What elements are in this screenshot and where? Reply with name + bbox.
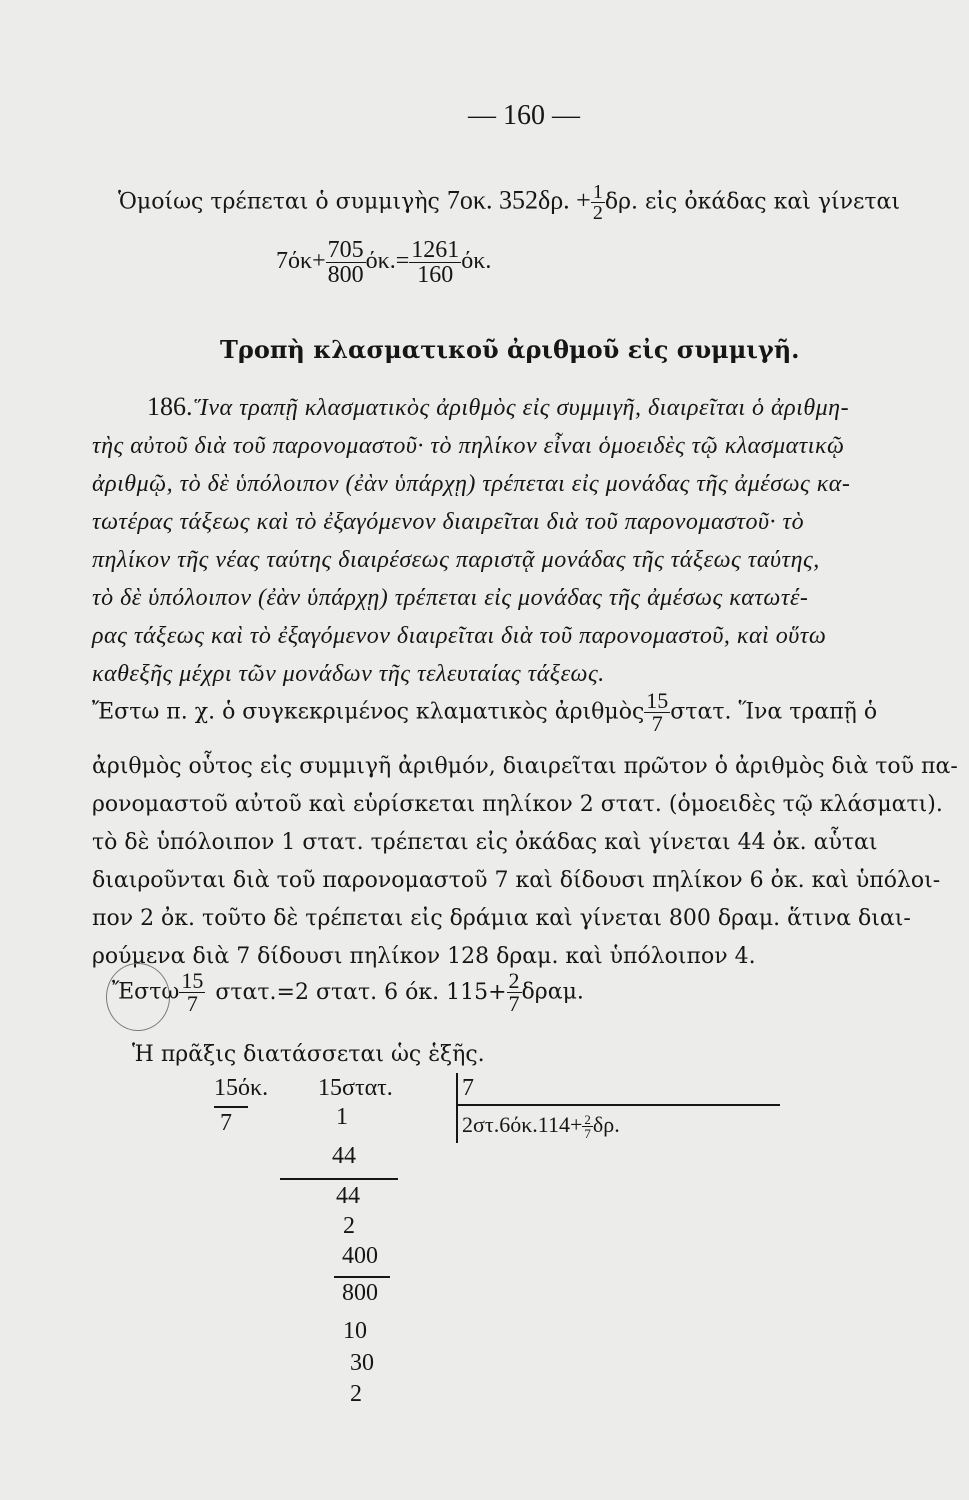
eq1-right: όκ.: [461, 248, 492, 275]
example-line-3: ρονομαστοῦ αὐτοῦ καὶ εὑρίσκεται πηλίκον 2 στατ. (ὁμοειδὲς τῷ κλάσματι).: [92, 792, 943, 817]
para1-lead: Ὁμοίως τρέπεται ὁ συμμιγὴς: [118, 189, 440, 215]
eq1-fraction-2: [409, 238, 461, 287]
section-line-8: καθεξῆς μέχρι τῶν μονάδων τῆς τελευταίας τάξεως.: [92, 661, 605, 687]
example-line-7: ρούμενα διὰ 7 δίδουσι πηλίκον 128 δραμ. καὶ ὑπόλοιπον 4.: [92, 944, 756, 969]
section-number-label: 186.: [147, 392, 193, 421]
example-fraction: [644, 690, 670, 735]
eq2-f-denominator: 7: [179, 992, 205, 1015]
eq1-f2-denominator: 160: [409, 262, 461, 287]
div-quotient-fraction: [582, 1113, 593, 1140]
eq1-f1-numerator: 705: [327, 237, 364, 263]
div-q-denominator: 7: [584, 1126, 591, 1142]
div-col2-item: 2: [343, 1213, 355, 1239]
section-line-7: ρας τάξεως καὶ τὸ ἐξαγόμενον διαιρεῖται διὰ τοῦ παρονομαστοῦ, καὶ οὕτω: [92, 623, 827, 649]
example-frac-numerator: 15: [646, 688, 669, 713]
example-lead: Ἔστω π. χ. ὁ συγκεκριμένος κλαματικὸς ἀριθμὸς: [92, 699, 645, 725]
div-divisor: 7: [462, 1075, 474, 1101]
eq2-g-denominator: 7: [508, 991, 520, 1016]
div-col2-item: 44: [336, 1183, 360, 1209]
example-tail: στατ. Ἵνα τραπῇ ὁ: [670, 699, 878, 725]
div-col1-rule: [214, 1106, 248, 1108]
page-number: — 160 —: [468, 100, 580, 131]
para1-value: 7οκ. 352δρ. +: [446, 185, 591, 215]
example-line-4: τὸ δὲ ὑπόλοιπον 1 στατ. τρέπεται εἰς ὀκάδας καὶ γίνεται 44 ὀκ. αὗται: [92, 830, 878, 855]
div-col2-item: 800: [342, 1280, 378, 1306]
para1-tail: δρ. εἰς ὀκάδας καὶ γίνεται: [604, 189, 901, 215]
section-line-4: τωτέρας τάξεως καὶ τὸ ἐξαγόμενον διαιρεῖται διὰ τοῦ παρονομαστοῦ· τὸ: [92, 509, 805, 535]
section-heading: Τροπὴ κλασματικοῦ ἀριθμοῦ εἰς συμμιγῆ.: [220, 335, 800, 364]
section-line-1: Ἵνα τραπῇ κλασματικὸς ἀριθμὸς εἰς συμμιγῆ, διαιρεῖται ὁ ἀριθμη-: [194, 395, 850, 421]
eq1-f2-numerator: 1261: [411, 237, 460, 263]
example-line-5: διαιροῦνται διὰ τοῦ παρονομαστοῦ 7 καὶ δίδουσι πηλίκον 6 ὀκ. καὶ ὑπόλοι-: [92, 868, 941, 893]
section-line-5: πηλίκον τῆς νέας ταύτης διαιρέσεως παριστᾷ μονάδας τῆς τάξεως ταύτης,: [92, 547, 820, 573]
div-col2-item: 2: [350, 1381, 362, 1407]
eq1-left: 7όκ+: [276, 248, 326, 275]
div-col2-item: 15στατ.: [318, 1075, 393, 1101]
para1-line: [118, 182, 900, 223]
eq1-mid: όκ.=: [365, 248, 410, 275]
para1-frac-numerator: 1: [592, 181, 603, 203]
eq1-fraction-1: [326, 238, 366, 287]
div-bracket-horizontal: [456, 1104, 780, 1106]
example-line-1: [92, 690, 877, 735]
eq2-lead: Ἔστω: [112, 979, 180, 1005]
example-line-2: ἀριθμὸς οὗτος εἰς συμμιγῆ ἀριθμόν, διαιρεῖται πρῶτον ὁ ἀριθμὸς διὰ τοῦ πα-: [92, 754, 958, 779]
equation-2: [112, 970, 584, 1015]
para1-fraction: [591, 182, 605, 223]
praxis-line: Ἡ πρᾶξις διατάσσεται ὡς ἑξῆς.: [132, 1042, 485, 1067]
section-line-2: τὴς αὐτοῦ διὰ τοῦ παρονομαστοῦ· τὸ πηλίκον εἶναι ὁμοειδὲς τῷ κλασματικῷ: [92, 433, 845, 459]
example-line-6: πον 2 ὀκ. τοῦτο δὲ τρέπεται εἰς δράμια καὶ γίνεται 800 δραμ. ἅτινα διαι-: [92, 906, 911, 931]
div-quotient-value: 2στ.6όκ.114+: [462, 1112, 583, 1137]
div-col2-item: 10: [343, 1318, 367, 1344]
div-bracket-vertical: [456, 1073, 458, 1143]
eq1-f1-denominator: 800: [327, 262, 364, 288]
div-col2-item: 30: [350, 1350, 374, 1376]
div-col2-item: 44: [332, 1143, 356, 1169]
div-rule-2: [334, 1276, 390, 1278]
div-col2-item: 1: [336, 1104, 348, 1130]
eq2-tail: δραμ.: [521, 979, 584, 1005]
section-line-6: τὸ δὲ ὑπόλοιπον (ἐὰν ὑπάρχῃ) τρέπεται εἰς μονάδας τῆς ἀμέσως κατωτέ-: [92, 585, 809, 611]
eq2-f-numerator: 15: [181, 968, 204, 993]
div-col1-top: 15όκ.: [214, 1075, 269, 1101]
div-col2-item: 400: [342, 1243, 378, 1269]
para1-frac-denominator: 2: [592, 202, 603, 224]
eq2-fraction-2: [507, 970, 522, 1015]
div-quotient: [462, 1112, 620, 1140]
div-col1-bottom: 7: [220, 1110, 232, 1136]
section-line-3: ἀριθμῷ, τὸ δὲ ὑπόλοιπον (ἐὰν ὑπάρχῃ) τρέπεται εἰς μονάδας τῆς ἀμέσως κα-: [92, 471, 851, 497]
section-number: [147, 392, 193, 422]
eq2-g-numerator: 2: [508, 968, 520, 993]
eq2-mid: στατ.=2 στατ. 6 όκ. 115+: [215, 979, 507, 1005]
eq2-fraction-1: [179, 970, 205, 1015]
example-frac-denominator: 7: [644, 712, 670, 735]
equation-1: [276, 238, 491, 287]
div-rule-1: [280, 1178, 398, 1180]
div-quotient-tail: δρ.: [592, 1112, 620, 1137]
div-q-numerator: 2: [584, 1112, 591, 1128]
